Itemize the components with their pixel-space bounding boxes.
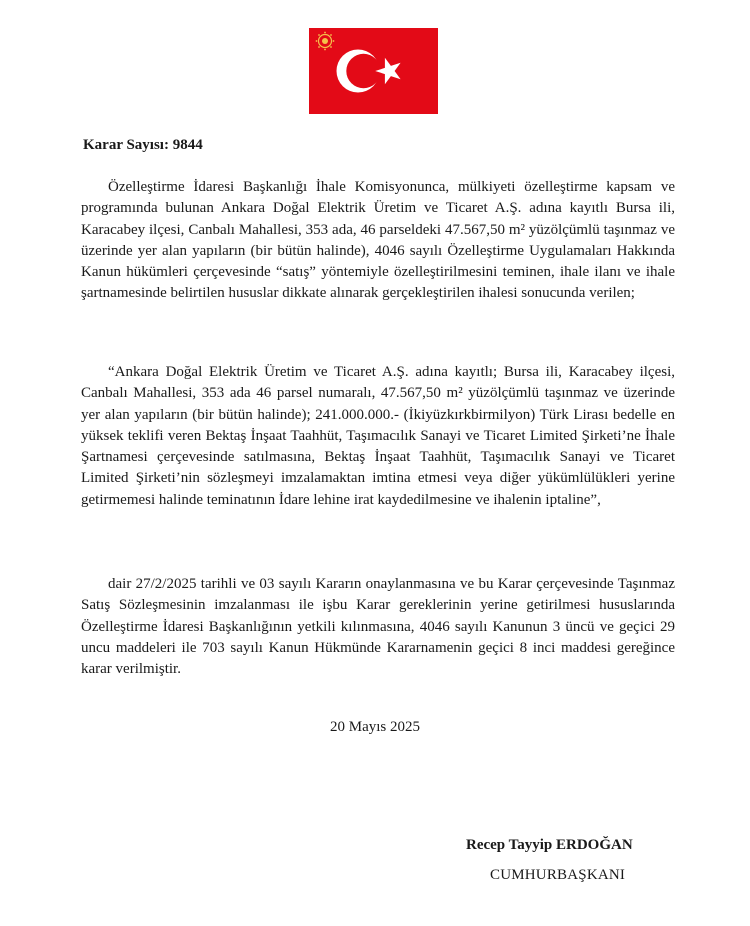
turkish-flag-icon bbox=[309, 28, 438, 114]
paragraph-intro-text: Özelleştirme İdaresi Başkanlığı İhale Komisyonunca, mülkiyeti özelleştirme kapsam ve programında bulunan Ankara Doğal Elektrik Üretim ve Ticaret A.Ş. adına kayıtlı Bursa ili, Karacabey ilçesi, Canbalı Mahallesi, 353 ada, 46 parseldeki 47.567,50 m² yüzölçümlü taşınmaz ve üzerinde yer alan yapıların (bir bütün halinde), 4046 sayılı Özelleştirme Uygulamaları Hakkında Kanun hükümleri çerçevesinde “satış” yöntemiyle özelleştirilmesini teminen, ihale ilanı ve ihale şartnamesinde belirtilen hususlar dikkate alınarak gerçekleştirilen ihalesi sonucunda verilen; bbox=[81, 179, 675, 302]
paragraph-approval bbox=[81, 574, 675, 680]
decision-date: 20 Mayıs 2025 bbox=[330, 719, 420, 735]
signatory-title: CUMHURBAŞKANI bbox=[490, 867, 626, 883]
signatory-name: Recep Tayyip ERDOĞAN bbox=[466, 837, 633, 853]
paragraph-intro bbox=[81, 177, 675, 305]
paragraph-quoted-text: “Ankara Doğal Elektrik Üretim ve Ticaret A.Ş. adına kayıtlı; Bursa ili, Karacabey ilçesi, Canbalı Mahallesi, 353 ada 46 parsel numaralı, 47.567,50 m² yüzölçümlü taşınmaz ve üzerinde yer alan yapıların (bir bütün halinde); 241.000.000.- (İkiyüzkırkbirmilyon) Türk Lirası bedelle en yüksek teklifi veren Bektaş İnşaat Taahhüt, Taşımacılık Sanayi ve Ticaret Limited Şirketi’ne İhale Şartnamesi çerçevesinde satılmasına, Bektaş İnşaat Taahhüt, Taşımacılık Sanayi ve Ticaret Limited Şirketi’nin sözleşmeyi imzalamaktan imtina etmesi veya diğer yükümlülükleri yerine getirmemesi halinde teminatının İdare lehine irat kaydedilmesine ve ihalenin iptaline”, bbox=[81, 364, 675, 508]
decision-number: Karar Sayısı: 9844 bbox=[83, 137, 203, 153]
presidential-seal-icon bbox=[316, 32, 335, 51]
paragraph-quoted-decision bbox=[81, 362, 675, 511]
paragraph-approval-text: dair 27/2/2025 tarihli ve 03 sayılı Kararın onaylanmasına ve bu Karar çerçevesinde Taşınmaz Satış Sözleşmesinin imzalanması ile işbu Karar gereklerinin yerine getirilmesi hususlarında Özelleştirme İdaresi Başkanlığının yetkili kılınmasına, 4046 sayılı Kanunun 3 üncü ve geçici 29 uncu maddeleri ile 703 sayılı Kanun Hükmünde Kararnamenin geçici 8 inci maddesi gereğince karar verilmiştir. bbox=[81, 576, 675, 678]
